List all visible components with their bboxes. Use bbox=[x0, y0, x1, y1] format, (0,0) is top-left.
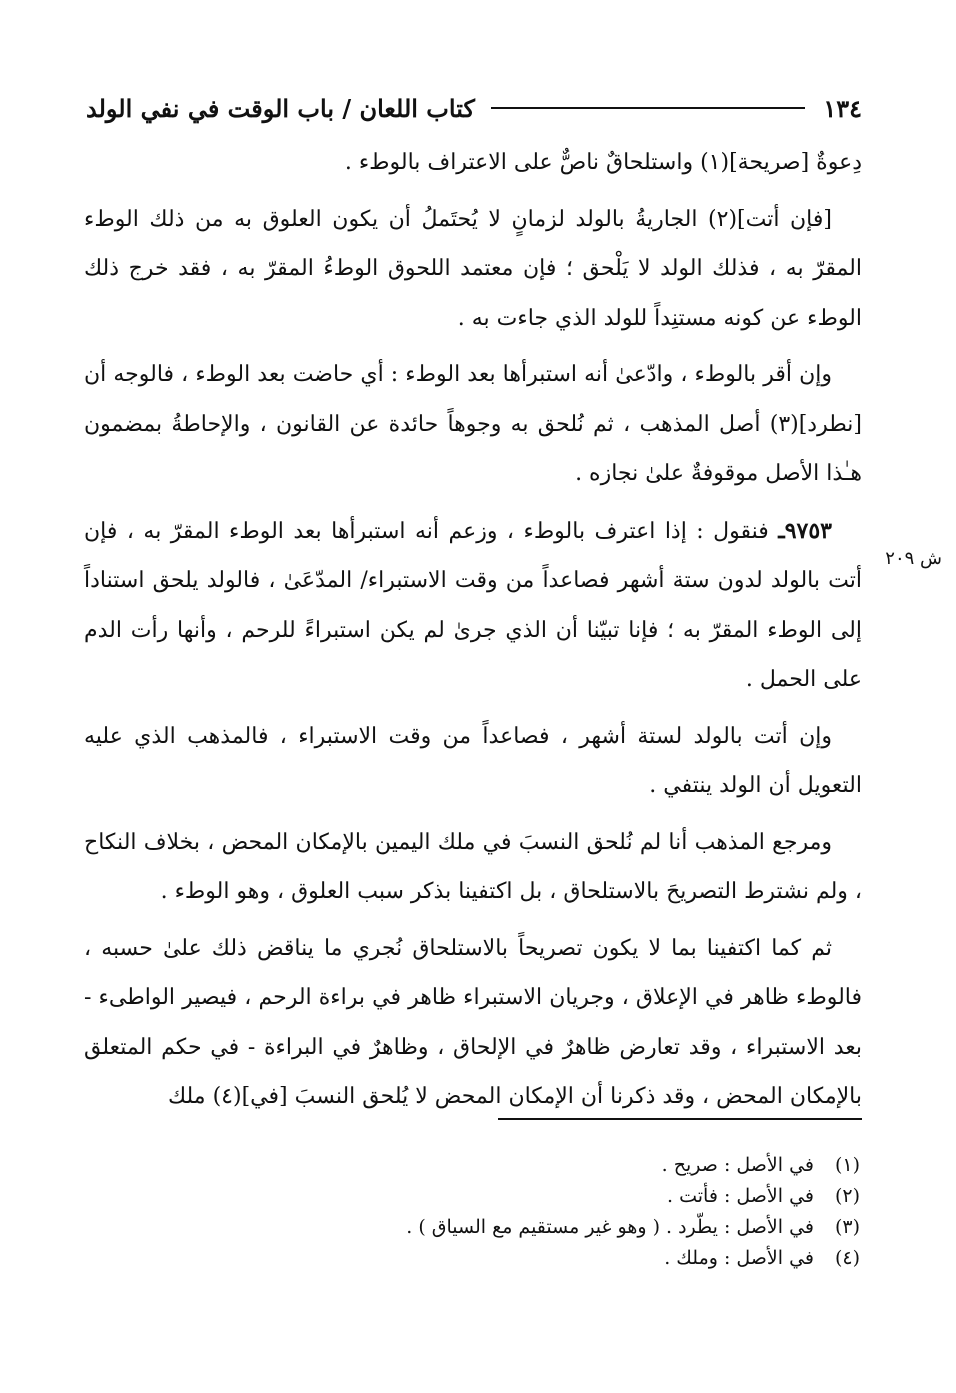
main-text bbox=[84, 138, 862, 1129]
footnote-text: في الأصل : صريح . bbox=[661, 1154, 814, 1176]
header-rule bbox=[491, 107, 805, 109]
running-header bbox=[86, 88, 862, 128]
footnote-number: (٤) bbox=[834, 1247, 860, 1269]
footnote-number: (١) bbox=[834, 1154, 860, 1176]
footnote-number: (٣) bbox=[834, 1216, 860, 1238]
paragraph-4-text: فنقول : إذا اعترف بالوطء ، وزعم أنه استبرأها بعد الوطء المقرّ به ، فإن أتت بالولد لدون ستة أشهر فصاعداً من وقت الاستبراء/ المدّعَىٰ ، فالولد يلحق استناداً إلى الوطء المقرّ به ؛ فإنا تبيّنا أن الذي جرىٰ لم يكن استبراءً للرحم ، وأنها رأت الدم على الحمل . bbox=[84, 518, 862, 692]
footnote bbox=[300, 1181, 860, 1212]
paragraph-4 bbox=[84, 507, 862, 705]
footnote-text: في الأصل : وملك . bbox=[664, 1247, 814, 1269]
footnote bbox=[300, 1212, 860, 1243]
footnote bbox=[300, 1243, 860, 1274]
footnote-separator bbox=[498, 1118, 862, 1120]
page-number: ١٣٤ bbox=[823, 93, 862, 123]
footnote bbox=[300, 1150, 860, 1181]
paragraph-7: ثم كما اكتفينا بما لا يكون تصريحاً بالاستلحاق نُجري ما يناقض ذلك علىٰ حسبه ، فالوطء ظاهر في الإعلاق ، وجريان الاستبراء ظاهر في براءة الرحم ، فيصير الواطىء - بعد الاستبراء ، وقد تعارض ظاهرٌ في الإلحاق ، وظاهرٌ في البراءة - في حكم المتعلق بالإمكان المحض ، وقد ذكرنا أن الإمكان المحض لا يُلحق النسبَ [في](٤) ملك bbox=[84, 935, 862, 1109]
paragraph-6: ومرجع المذهب أنا لم نُلحق النسبَ في ملك اليمين بالإمكان المحض ، بخلاف النكاح ، ولم نشترط التصريحَ بالاستلحاق ، بل اكتفينا بذكر سبب العلوق ، وهو الوطء . bbox=[84, 829, 862, 904]
chapter-title: كتاب اللعان / باب الوقت في نفي الولد bbox=[86, 93, 475, 123]
margin-page-reference: ش ٢٠٩ bbox=[885, 548, 942, 569]
paragraph-number: ٩٧٥٣ـ bbox=[778, 517, 832, 544]
footnote-text: في الأصل : فأتت . bbox=[667, 1185, 814, 1207]
paragraph-2: [فإن أتت](٢) الجاريةُ بالولد لزمانٍ لا يُحتَملُ أن يكون العلوق به من ذلك الوطء المقرّ به ، فذلك الولد لا يَلْحق ؛ فإن معتمد اللحوق الوطءُ المقرّ به ، فقد خرج ذلك الوطء عن كونه مستنِداً للولد الذي جاءت به . bbox=[84, 206, 862, 331]
footnote-number: (٢) bbox=[834, 1185, 860, 1207]
footnote-text: في الأصل : يطّرد . ( وهو غير مستقيم مع السياق ) . bbox=[406, 1216, 814, 1238]
footnotes bbox=[300, 1150, 860, 1274]
paragraph-3: وإن أقر بالوطء ، وادّعىٰ أنه استبرأها بعد الوطء : أي حاضت بعد الوطء ، فالوجه أن [نطرد](٣) أصل المذهب ، ثم نُلحق به وجوهاً حائدة عن القانون ، والإحاطةُ بمضمون هـٰذا الأصل موقوفةٌ علىٰ نجازه . bbox=[84, 362, 862, 486]
paragraph-5: وإن أتت بالولد لستة أشهر ، فصاعداً من وقت الاستبراء ، فالمذهب الذي عليه التعويل أن الولد ينتفي . bbox=[84, 723, 862, 798]
paragraph-1: دِعوةٌ [صريحة](١) واستلحاقٌ ناصٌّ على الاعتراف بالوطء . bbox=[344, 150, 862, 175]
